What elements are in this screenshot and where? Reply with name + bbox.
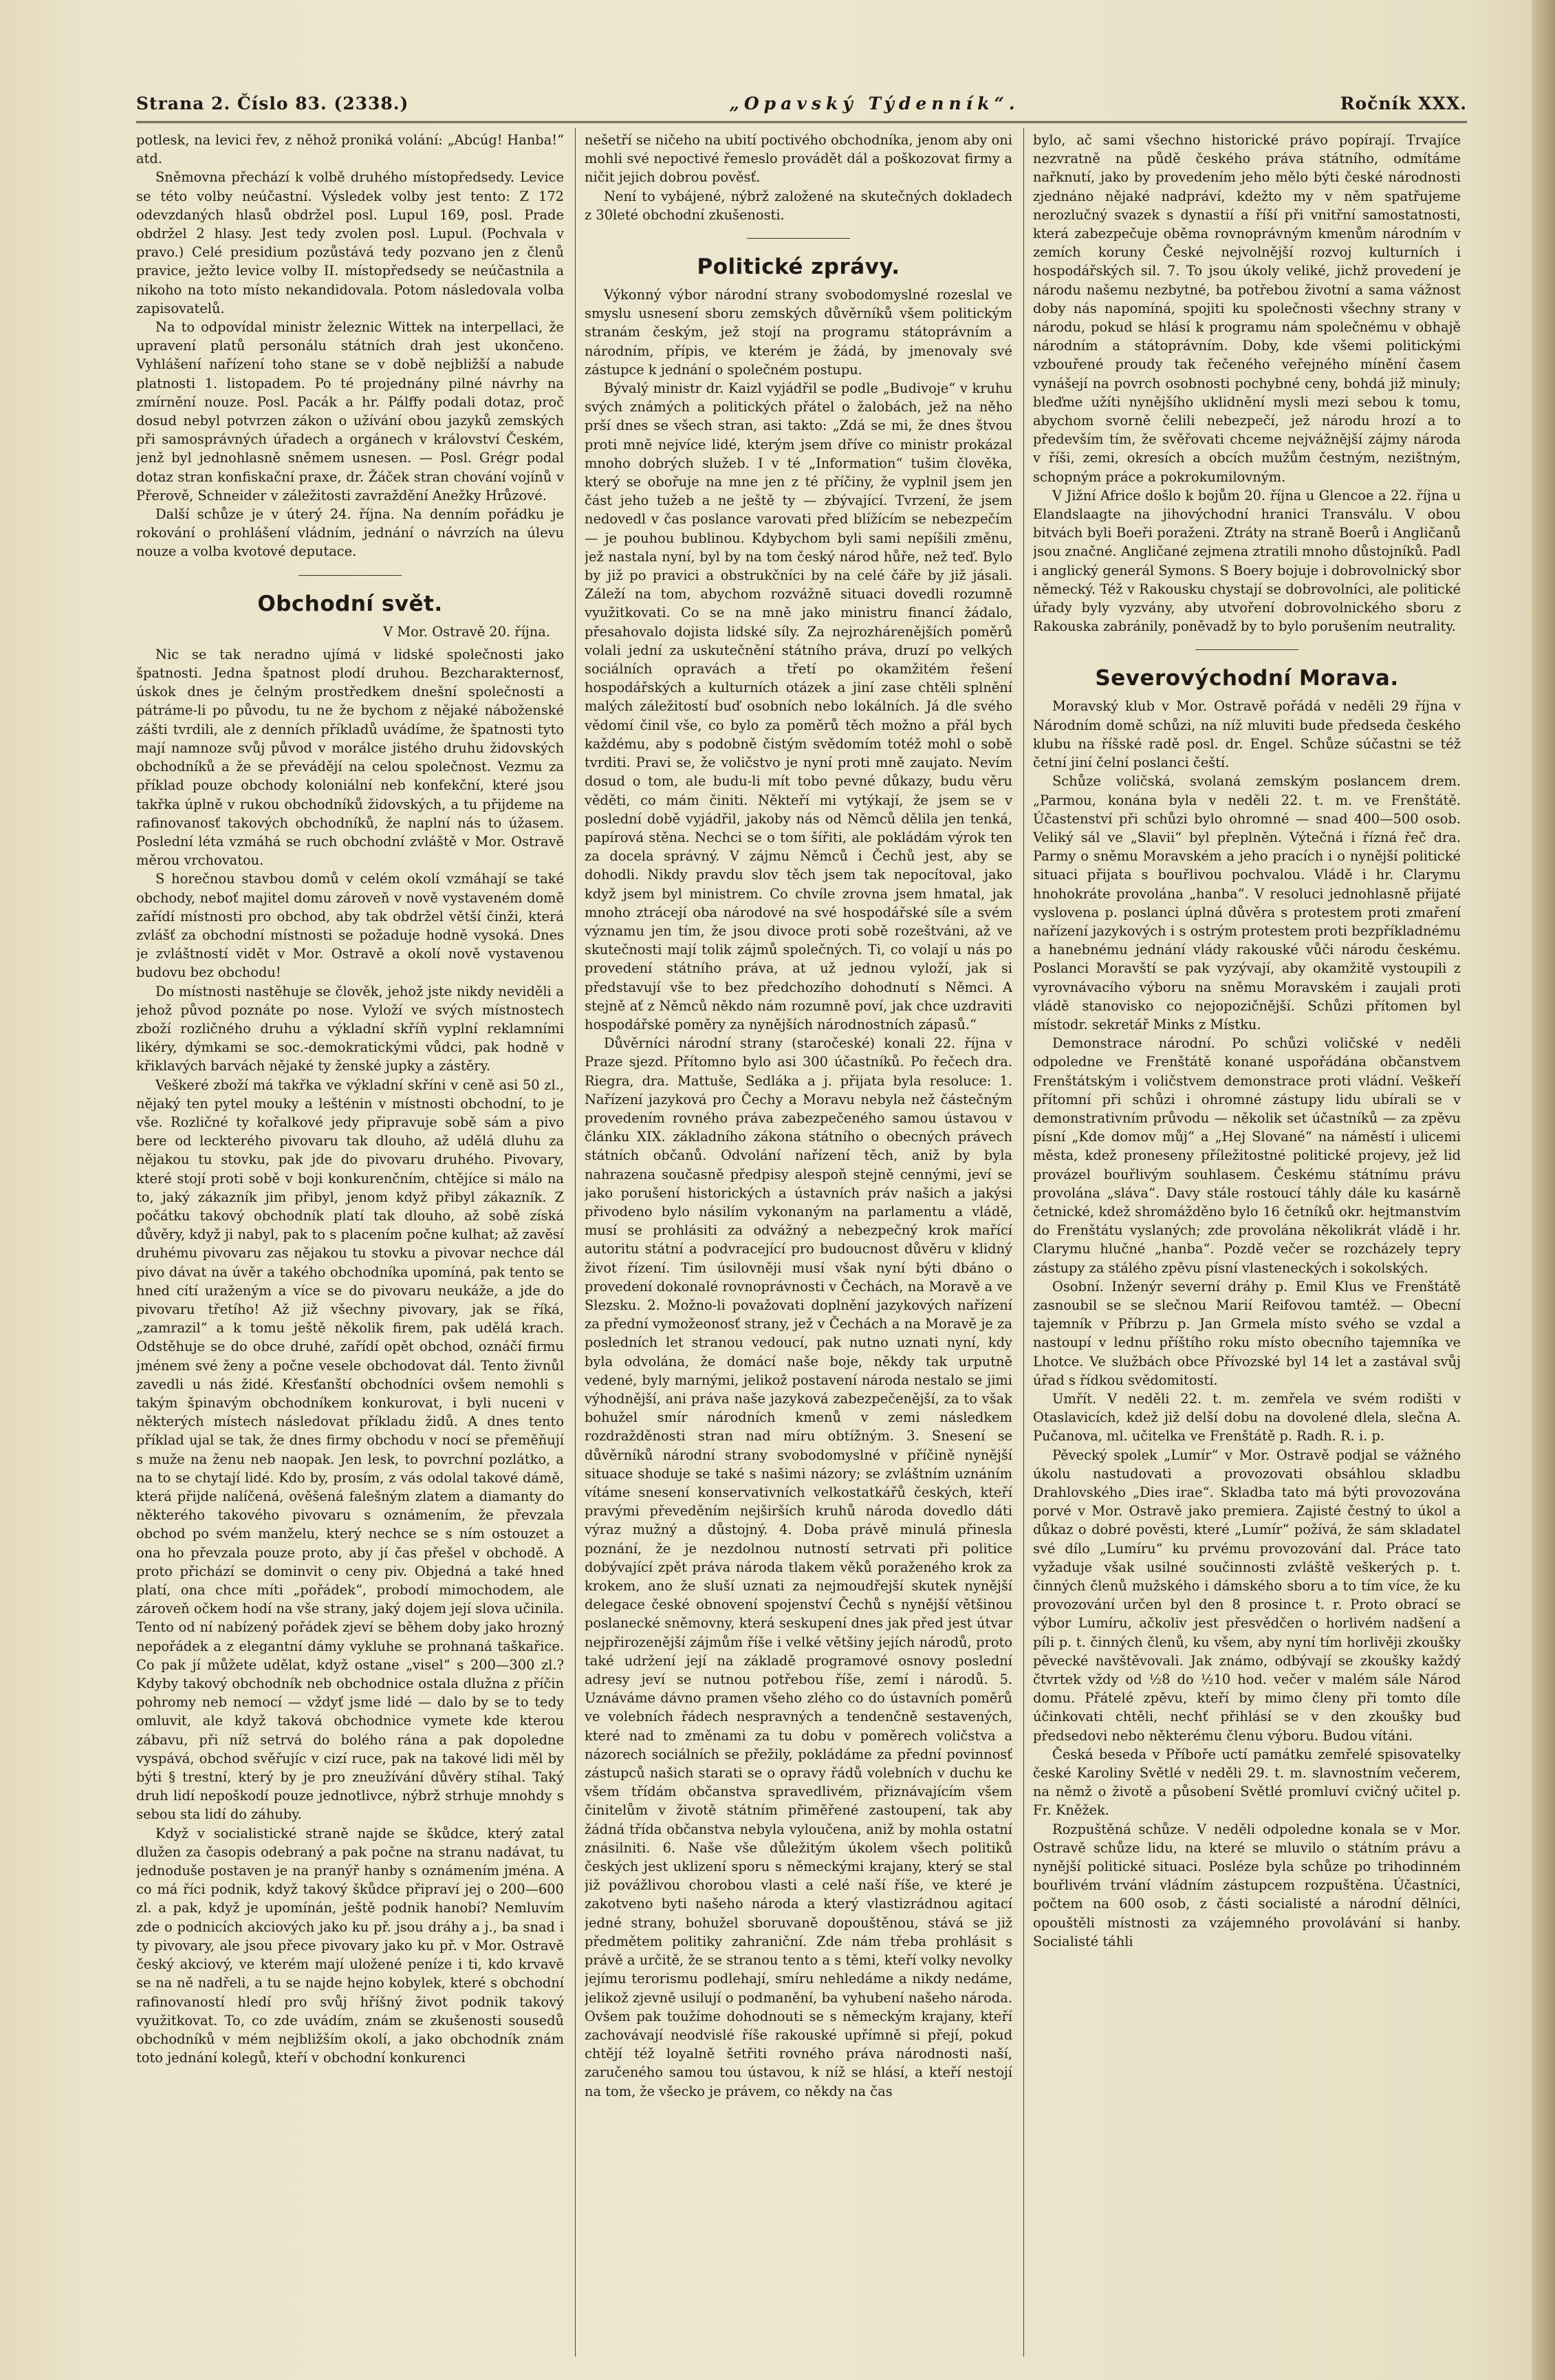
- paragraph: Do místnosti nastěhuje se člověk, jehož jste nikdy neviděli a jehož původ poznáte po nose. Vyloží ve svých místnostech zboží rozličného druhu a výkladní skříň vyplní reklamními likéry, dýmkami se soc.-demokratickými vůdci, pak hodně v křiklavých barvách nějaké ty ženské jupky a zástěry.: [136, 983, 564, 1074]
- column-1: [136, 131, 564, 2359]
- paragraph: Další schůze je v úterý 24. října. Na denním pořádku je rokování o prohlášení vládním, jednání o návrzích na úlevu nouze a volba kvotové deputace.: [136, 506, 564, 560]
- section-separator: [1195, 649, 1298, 650]
- paragraph: Moravský klub v Mor. Ostravě pořádá v neděli 29 října v Národním domě schůzi, na níž mluviti bude předseda českého klubu na říšské radě posl. dr. Engel. Schůze súčastni se též četní jiní čelní poslanci čeští.: [1033, 698, 1461, 771]
- header-newspaper-title: „Opavský Týdenník“.: [729, 93, 1020, 113]
- paragraph: Demonstrace národní. Po schůzi voličské v neděli odpoledne ve Frenštátě konané uspořádána občanstvem Frenštátským i voličstvem demonstrace proti vládní. Veškeří přítomní při schůzi i ohromné zástupy lidu ubírali se v demonstrativním průvodu — několik set účastníků — za zpěvu písní „Kde domov můj“ a „Hej Slované“ na náměstí i ulicemi města, kdež proneseny příležitostné politické projevy, jež lid provázel bouřlivým souhlasem. Českému státnímu právu provolána „sláva“. Davy stále rostoucí táhly dále ku kasárně četnické, kdež shromážděno bylo 16 četníků okr. hejtmanstvím do Frenštátu vyslaných; zde provolána několikrát vládě i hr. Clarymu hlučné „hanba“. Pozdě večer se rozcházely tepry zástupy za stálého zpěvu písní vlasteneckých i sokolských.: [1033, 1035, 1461, 1276]
- paragraph: Česká beseda v Příboře uctí památku zemřelé spisovatelky české Karoliny Světlé v neděli 29. t. m. slavnostním večerem, na němž o životě a působení Světlé promluví cvičný učitel p. Fr. Kněžek.: [1033, 1746, 1461, 1819]
- paragraph: Na to odpovídal ministr železnic Wittek na interpellaci, že upravení platů personálu státních drah jest ukončeno. Vyhlášení nařízení toho stane se v době nejbližší a nabude platnosti 1. listopadem. Po té projednány pilné návrhy na zmírnění nouze. Posl. Pacák a hr. Pálffy podali dotaz, proč dosud nebyl potvrzen zákon o užívání obou jazyků zemských při samosprávných úřadech a orgánech v království Českém, jenž byl jednohlasně sněmem usnesen. — Posl. Grégr podal dotaz stran konfiskační praxe, dr. Žáček stran chování vojínů v Přerově, Schneider v záležitosti zavraždění Anežky Hrůzové.: [136, 319, 564, 504]
- paragraph: V Jižní Africe došlo k bojům 20. října u Glencoe a 22. října u Elandslaagte na jihovýchodní hranici Transválu. V obou bitvách byli Boeři poraženi. Ztráty na straně Boerů i Angličanů jsou značné. Angličané zejmena ztratili mnoho důstojníků. Padl i anglický generál Symons. S Boery bojuje i dobrovolnický sbor německý. Též v Rakousku chystají se dobrovolníci, ale politické úřady byly vyzvány, aby utvoření dobrovolnického sboru z Rakouska zabránily, poněvadž by to bylo porušením neutrality.: [1033, 487, 1461, 635]
- dateline: V Mor. Ostravě 20. října.: [383, 623, 550, 640]
- paragraph: nešetří se ničeho na ubití poctivého obchodníka, jenom aby oni mohli své nepoctivé řemeslo provádět dál a poškozovat firmy a ničit jejich dobrou pověsť.: [585, 132, 1012, 186]
- paragraph: Nic se tak neradno ujímá v lidské společnosti jako špatnosti. Jedna špatnost plodí druhou. Bezcharakternosť, úskok dnes je čelným prostředkem dnešní společnosti a pátráme-li po původu, tu ne že bychom z nějaké náboženské zášti tvrdili, ale z denních příkladů uvádíme, že špatnosti tyto mají namnoze svůj původ v morálce jistého druhu židovských obchodníků a že se převádějí na celou společnost. Vezmu za příklad pouze obchody koloniální neb konfekční, které jsou takřka úplně v rukou obchodníků židovských, a tu přijdeme na rafinovanosť takových obchodníků, že naplní nás to úžasem. Poslední léta vzmáhá se ruch obchodní zvláště v Mor. Ostravě měrou vrchovatou.: [136, 646, 564, 869]
- section-separator: [747, 238, 850, 239]
- column-3: [1033, 131, 1461, 2359]
- header-page-number: Strana 2. Číslo 83. (2338.): [136, 93, 409, 113]
- header-rule: [136, 121, 1467, 123]
- section-heading-politicke-zpravy: Politické zprávy.: [697, 255, 900, 280]
- section-separator: [298, 575, 402, 576]
- page-binding-edge: [1532, 0, 1555, 2380]
- paragraph: Bývalý ministr dr. Kaizl vyjádřil se podle „Budivoje“ v kruhu svých známých a politických přátel o žalobách, jež na něho prší dnes se všech stran, asi takto: „Zdá se mi, že dnes štvou proti mně nejvíce lidé, kterým jsem dříve co ministr prokázal mnoho dobrých služeb. I v té „Information“ tušim člověka, který se obořuje na mne jen z té příčiny, že vyplnil jsem jen část jeho tužeb a ne ještě ty — zbývající. Tvrzení, že jsem nedovedl v čas poslance varovati před blížícím se nebezpečím — je pouhou bublinou. Kdybychom byli sami nepíšili změnu, jež nastala nyní, byl by na tom český národ hůře, než teď. Bylo by již po pravici a obstrukčníci by na celé čáře by již jásali. Záleží na tom, abychom rozvážně situaci dovedli rozumně využitkovati. Co se na mně jako ministru financí žádalo, přesahovalo dojista lidské síly. Za nejrozhárenějších poměrů volali jední za uskutečnění státního práva, druzí po velkých sociálních opravách a třetí po okamžitém řešení hospodářských a kulturních otázek a jiní zase chtěli splnění malých záležitostí buď osobních nebo lokálních. Já dle svého vědomí činil vše, co bylo za poměrů těch možno a přál bych každému, aby s podobně čistým svědomím totéž mohl o sobě tvrditi. Pravi se, že voličstvo je nyní proti mně zaujato. Nevím dosud o tom, ale budu-li mít tobo pevné důkazy, budu věru věděti, co mám činiti. Někteří mi vytýkají, že jsem se v poslední době vyjádřil, jakoby nás od Němců dělila jen tenká, papírová stěna. Nechci se o tom šířiti, ale pokládám výrok ten za docela správný. V zájmu Němců i Čechů jest, aby se dohodli. Nikdy pravdu slov těch jsem tak nepocítoval, jako když jsem byl ministrem. Co chvíle zrovna jsem hmatal, jak mnoho ztrácejí oba národové na své hospodářské síle a svém významu jen tím, že jsou divoce proti sobě rozeštváni, až ve skutečnosti mají tolik zájmů společných. Ti, co volají u nás po provedení státního práva, at už jednou vyloží, jak si představují vše to bez předchozího dohodnutí s Němci. A stejně ať z Němců někdo nám rozumně poví, jak chce uzdraviti hospodářské poměry za nynějších národnostních zápasů.“: [585, 380, 1012, 1032]
- paragraph: Schůze voličská, svolaná zemským poslancem drem. „Parmou, konána byla v neděli 22. t. m. ve Frenštátě. Účastenství při schůzi bylo ohromné — snad 400—500 osob. Veliký sál ve „Slavii“ byl přeplněn. Výtečná i řízná řeč dra. Parmy o sněmu Moravském a jeho pracích i o nynější politické situaci přijata s bouřlivou pochvalou. Vládě i hr. Clarymu hnohokráte provolána „hanba“. V resoluci jednohlasně přijaté vyslovena p. poslanci úplná důvěra s protestem proti zmaření nařízení jazykových i s ostrým protestem proti bezpříkladnému a hanebnému jednání vlády rakouské vůči národu českému. Poslanci Moravští se pak vyzývají, aby okamžitě vystoupili z vyrovnávacího výboru na sněmu Moravském i zaujali proti vládě stanovisko co nejopozičnější. Schůzi přítomen byl místodr. sekretář Minks z Místku.: [1033, 773, 1461, 1032]
- paragraph: Pěvecký spolek „Lumír“ v Mor. Ostravě podjal se vážného úkolu nastudovati a provozovati obsáhlou skladbu Drahlovského „Dies irae“. Skladba tato má býti provozována porvé v Mor. Ostravě jako premiera. Zajisté čestný to úkol a důkaz o dobré pověsti, které „Lumír“ požívá, že sám skladatel své dílo „Lumíru“ ku prvému provozování dal. Práce tato vyžaduje však usilné součinnosti zvláště veškerých p. t. činných členů mužského i dámského sboru a to tím více, že ku provozování určen byl den 8 prosince t. r. Proto obrací se výbor Lumíru, ačkoliv jest přesvědčen o horlivém nadšení a píli p. t. činných členů, ku všem, aby nyní tím horlivěji zkoušky pěvecké navštěvovali. Jak známo, odbývají se zkoušky každý čtvrtek vždy od ½8 do ½10 hod. večer v malém sále Národ domu. Přátelé zpěvu, kteří by mimo členy při tomto díle účinkovati chtěli, nechť přihlásí se v den zkoušky buď předsedovi nebo některému členu výboru. Budou vítáni.: [1033, 1447, 1461, 1744]
- section-heading-severovychodni-morava: Severovýchodní Morava.: [1095, 666, 1399, 691]
- paragraph: Osobní. Inženýr severní dráhy p. Emil Klus ve Frenštátě zasnoubil se se slečnou Marií Reifovou tamtéž. — Obecní tajemník v Příbrzu p. Jan Grmela místo svého se vzdal a nastoupí v lednu příštího roku místo obecního tajemníka ve Lhotce. Ve službách obce Přívozské byl 14 let a zastával svůj úřad s řídkou svědomitostí.: [1033, 1278, 1461, 1388]
- column-divider-1: [575, 128, 576, 2357]
- paragraph: potlesk, na levici řev, z něhož proniká volání: „Abcúg! Hanba!“ atd.: [136, 132, 564, 167]
- column-2: [585, 131, 1012, 2359]
- paragraph: Rozpuštěná schůze. V neděli odpoledne konala se v Mor. Ostravě schůze lidu, na které se mluvilo o státním právu a nynější politické situaci. Posléze byla schůze po trihodinném bouřlivém trvání vládním zástupcem rozpuštěna. Účastníci, počtem na 600 osob, z části socialisté a národní dělníci, opouštěli místnosti za vzájemného provolávání si hanby. Socialisté táhli: [1033, 1821, 1461, 1949]
- page-header: [136, 88, 1467, 118]
- paragraph: Výkonný výbor národní strany svobodomyslné rozeslal ve smyslu usnesení sboru zemských důvěrníků všem politickým stranám českým, jež stojí na programu státoprávním a národním, přípis, ve kterém je žádá, by jmenovaly své zástupce k jednání o společném postupu.: [585, 287, 1012, 378]
- paragraph: Důvěrníci národní strany (staročeské) konali 22. října v Praze sjezd. Přítomno bylo asi 300 účastníků. Po řečech dra. Riegra, dra. Mattuše, Sedláka a j. přijata byla resoluce: 1. Nařízení jazyková pro Čechy a Moravu nebyla než částečným provedením rovného práva zabezpečeného samou ústavou v článku XIX. základního zákona státního o obecných právech státních občanů. Odvolání nařízení těch, aniž by byla nahrazena současně předpisy alespoň stejně cennými, jeví se jako porušení historických a ústavních práv našich a jakýsi přivodeno bylo násilím vykonaným na parlamentu a vládě, musí se prohlásiti za odvážný a nebezpečný krok mařící autoritu státní a podvracející pro budoucnost důvěru v klidný život řízení. Tim úsilovněji musí však nyní býti dbáno o provedení dokonalé rovnoprávnosti v Čechách, na Moravě a ve Slezsku. 2. Možno-li považovati doplnění jazykových nařízení za přední vymožeonosť strany, jež v Čechách a na Moravě je za posledních let stranou vedoucí, pak nutno uznati nyní, kdy byla odvolána, že domácí naše boje, někdy tak urputně vedené, byly marnými, jelikož postavení národa nestalo se jimi výhodnější, ani práva naše jazyková zabezpečenější, za to však bohužel smír národních kmenů v zemi následkem rozdražděnosti stran nad míru obtížným. 3. Snesení se důvěrníků národní strany svobodomyslné v příčině nynější situace shoduje se také s našimi názory; se zvláštním uznáním vítáme snesení konservativních velkostatkářů českých, kteří pravými převeděním nejširších kruhů národa dovedlo dáti výraz mužný a důstojný. 4. Doba právě minulá přinesla poznání, že je nezdolnou nutností setrvati při politice dobývající zpět práva národa tlakem věků poraženého krok za krokem, ano že sluší uznati za nejmoudřejší skutek nynější delegace české obnovení spojenství Čechů s nynější většinou poslanecké sněmovny, která seskupení dnes jak před jest útvar nejpřirozenější zájmům říše i velké většiny jejích národů, proto také udržení její na základě programové osnovy poslední adresy jeví se nutnou potřebou říše, zemí i národů. 5. Uznáváme dávno pramen všeho zlého co do ústavních poměrů ve volebních řádech nespravných a tendenčně sestavených, které nad to změnami za tu dobu v poměrech voličstva a názorech sociálních se přežily, pokládáme za přední povinnosť zástupců našich starati se o opravy řádů volebních v duchu ke všem třídám občanstva spravedlivém, přiznávajícím všem činitelům v životě státním přiměřené zastoupení, tak aby žádná třída občanstva nebyla vyloučena, aniž by mohla ostatní znásilniti. 6. Naše vše důležitým úkolem všech politiků českých jest uklizení sporu s německými krajany, který se stal již povážlivou chorobou vlasti a celé naší říše, ve které je zakotveno byti našeho národa a který vlastizrádnou agitací jedné strany, bohužel sboruvaně dopouštěnou, stává se již předmětem politiky zahraniční. Zde nám třeba prohlásit s právě a určitě, že se stranou tento a s těmi, kteří volky nevolky jejímu terorismu podlehají, smíru nehledáme a nikdy nedáme, jelikož zjevně usilují o podmanění, ba vyhubení našeho národa. Ovšem pak toužíme dohodnouti se s německým krajany, kteří zachovávají neodvislé říše rakouské upřímně si přejí, pokud chtějí též loyalně šetřiti rovného práva národnosti naší, zaručeného samou tou ústavou, k níž se hlásí, a kteří nestojí na tom, že všecko je právem, co někdy na čas: [585, 1035, 1012, 2099]
- section-heading-obchodni-svet: Obchodní svět.: [257, 591, 443, 616]
- paragraph: Umřít. V neděli 22. t. m. zemřela ve svém rodišti v Otaslavicích, kdež již delší dobu na dovolené dlela, slečna A. Pučanova, ml. učitelka ve Frenštátě p. Radh. R. i. p.: [1033, 1391, 1461, 1445]
- paragraph: bylo, ač sami všechno historické právo popírají. Trvajíce nezvratně na půdě českého práva státního, odmítáme nařknutí, jako by provedením jeho mělo býti české národnosti zjednáno nějaké nadpráví, kdežto my v něm spatřujeme nerozlučný svazek s dynastií a říší při vnitřní samostatnosti, která zabezpečuje oběma rovnoprávným kmenům národním v zemích koruny České nejvolnější rozvoj kulturních i hospodářských sil. 7. To jsou úkoly veliké, jichž provedení je národu našemu nezbytné, ba potřebou životní a sama vážnost doby nás napomíná, spojiti ku společnosti všechny strany v národu, pokud se hlásí k programu nám společnému v obhajě národním a státoprávním. Doby, kde všemi politickými vzbouřené proudy tak řečeného veřejného mínění časem vynášejí na povrch osobnosti pochybné ceny, bohdá již minuly; bleďme užíti nynějšího uklidnění mysli mezi sebou k tomu, abychom svorně čelili nebezpečí, jež národu hrozí a to především tím, že svěřovati chceme nejvážnější zájmy národa v říši, zemi, okresích a obcích mužům čestným, nezištným, schopným práce a pokrokumilovným.: [1033, 132, 1461, 485]
- paragraph: Sněmovna přechází k volbě druhého místopředsedy. Levice se této volby neúčastní. Výsledek volby jest tento: Z 172 odevzdaných hlasů obdržel posl. Lupul 169, posl. Prade obdržel 2 hlasy. Jest tedy zvolen posl. Lupul. (Pochvala v pravo.) Celé presidium pozůstává tedy pozvano jen z členů pravice, ježto levice volby II. místopředsedy se neúčastnila a nikoho na toto místo nekandidovala. Potom následovala volba zapisovatelů.: [136, 169, 564, 316]
- paragraph: Není to vybájené, nýbrž založené na skutečných dokladech z 30leté obchodní zkušenosti.: [585, 188, 1012, 223]
- paragraph: Veškeré zboží má takřka ve výkladní skříni v ceně asi 50 zl., nějaký ten pytel mouky a lešténin v místnosti obchodní, to je vše. Rozličné ty kořalkové jedy připravuje sobě sám a pivo bere od leckterého pivovaru tak dlouho, až udělá dluhu za nějakou tu stovku, pak jde do pivovaru druhého. Pivovary, které stojí proti sobě v boji konkurenčním, chtějíce si málo na to, jaký zákazník jim přibyl, jenom když přibyl zákazník. Z počátku takový obchodník platí tak dlouho, až sobě získá důvěry, když ji nabyl, pak to s placením počne kulhat; až zavěsí druhému pivovaru zas nějakou tu stovku a pivovar nechce dál pivo dávat na úvěr a takého obchodníka upomíná, pak tento se hned cítí uraženým a více se do pivovaru neukáže, a jde do pivovaru třetího! Až již všechny pivovary, jak se říká, „zamrazil“ a k tomu ještě několik firem, pak udělá krach. Odstěhuje se do obce druhé, zařídí opět obchod, oznáčí firmu jménem své ženy a počne vesele obchodovat dál. Tento živnůl zavedli u nás židé. Křesťanští obchodníci ovšem nemohli s takým špinavým obchodníkem konkurovat, i byli nuceni v některých místech následovat příkladu židů. A dnes tento příklad ujal se tak, že dnes firmy obchodu v nocí se přeměňují s muže na ženu neb naopak. Jen lesk, to povrchní pozlátko, a na to se chytají lidé. Kdo by, prosím, z vás odolal takové dámě, která přijde nalíčená, ověšená falešným zlatem a diamanty do některého takového pivovaru s oznámením, že převzala obchod po svém manželu, který nechce se s ním ostouzet a ona ho převzala pouze proto, aby jí čas přešel v obchodě. A proto přichází se dominvit o ceny piv. Objedná a také hned platí, ona chce míti „pořádek“, probodí mimochodem, ale zároveň očkem hodí na vše strany, jaký dojem její slova učinila. Tento od ní nabízený pořádek zjeví se během doby jako hrozný nepořádek a z elegantní dámy vykluhe se prohnaná taškařice. Co pak jí můžete udělat, když ostane „visel“ s 200—300 zl.? Kdyby takový obchodník neb obchodnice ostala dlužna z příčin pohromy neb nemocí — vždyť jsme lidé — dalo by se to tedy omluvit, ale když taková obchodnice vymete kde kterou zábavu, při níž setrvá do bolého rána a pak dopoledne vyspává, obchod svěřujíc v cizí ruce, pak na takové lidi měl by býti § trestní, který by je pro zneužívání důvěry stíhal. Taký druh lidí nepoškodí pouze jednotlivce, nýbrž strhuje mnohdy s sebou sta lidí do záhuby.: [136, 1077, 564, 1823]
- header-volume: Ročník XXX.: [1340, 93, 1467, 113]
- paragraph: S horečnou stavbou domů v celém okolí vzmáhají se také obchody, neboť majitel domu zároveň v nově vystaveném domě zařídí místnosti pro obchod, aby tak obdržel větší činži, která zvlášť za obchodní místnosti se požaduje hodně vysoká. Dnes je zvláštností vidět v Mor. Ostravě a okolí nově vystavenou budovu bez obchodu!: [136, 871, 564, 981]
- paragraph: Když v socialistické straně najde se škůdce, který zatal dlužen za časopis odebraný a pak počne na stranu nadávat, tu jednoduše postaven je na pranýř hanby s oznámením jména. A co má říci podnik, když takový škůdce připraví jej o 200—600 zl. a pak, když je upomínán, ještě podnik hanobí? Nemluvím zde o podnicích akciových jako ku př. jsou dráhy a j., ba snad i ty pivovary, ale jsou přece pivovary jako ku př. v Mor. Ostravě český akciový, ve kterém mají uložené peníze i ti, kdo krvavě se na ně nadřeli, a tu se najde hejno kobylek, které s obchodní rafinovaností hledí pro svůj hříšný život podnik takový využitkovat. To, co zde uvádím, znám se zkušenosti sousedů obchodníků v mém nejbližším okolí, a jako obchodník znám toto jednání kolegů, kteří v obchodní konkurenci: [136, 1825, 564, 2066]
- column-divider-2: [1023, 128, 1024, 2357]
